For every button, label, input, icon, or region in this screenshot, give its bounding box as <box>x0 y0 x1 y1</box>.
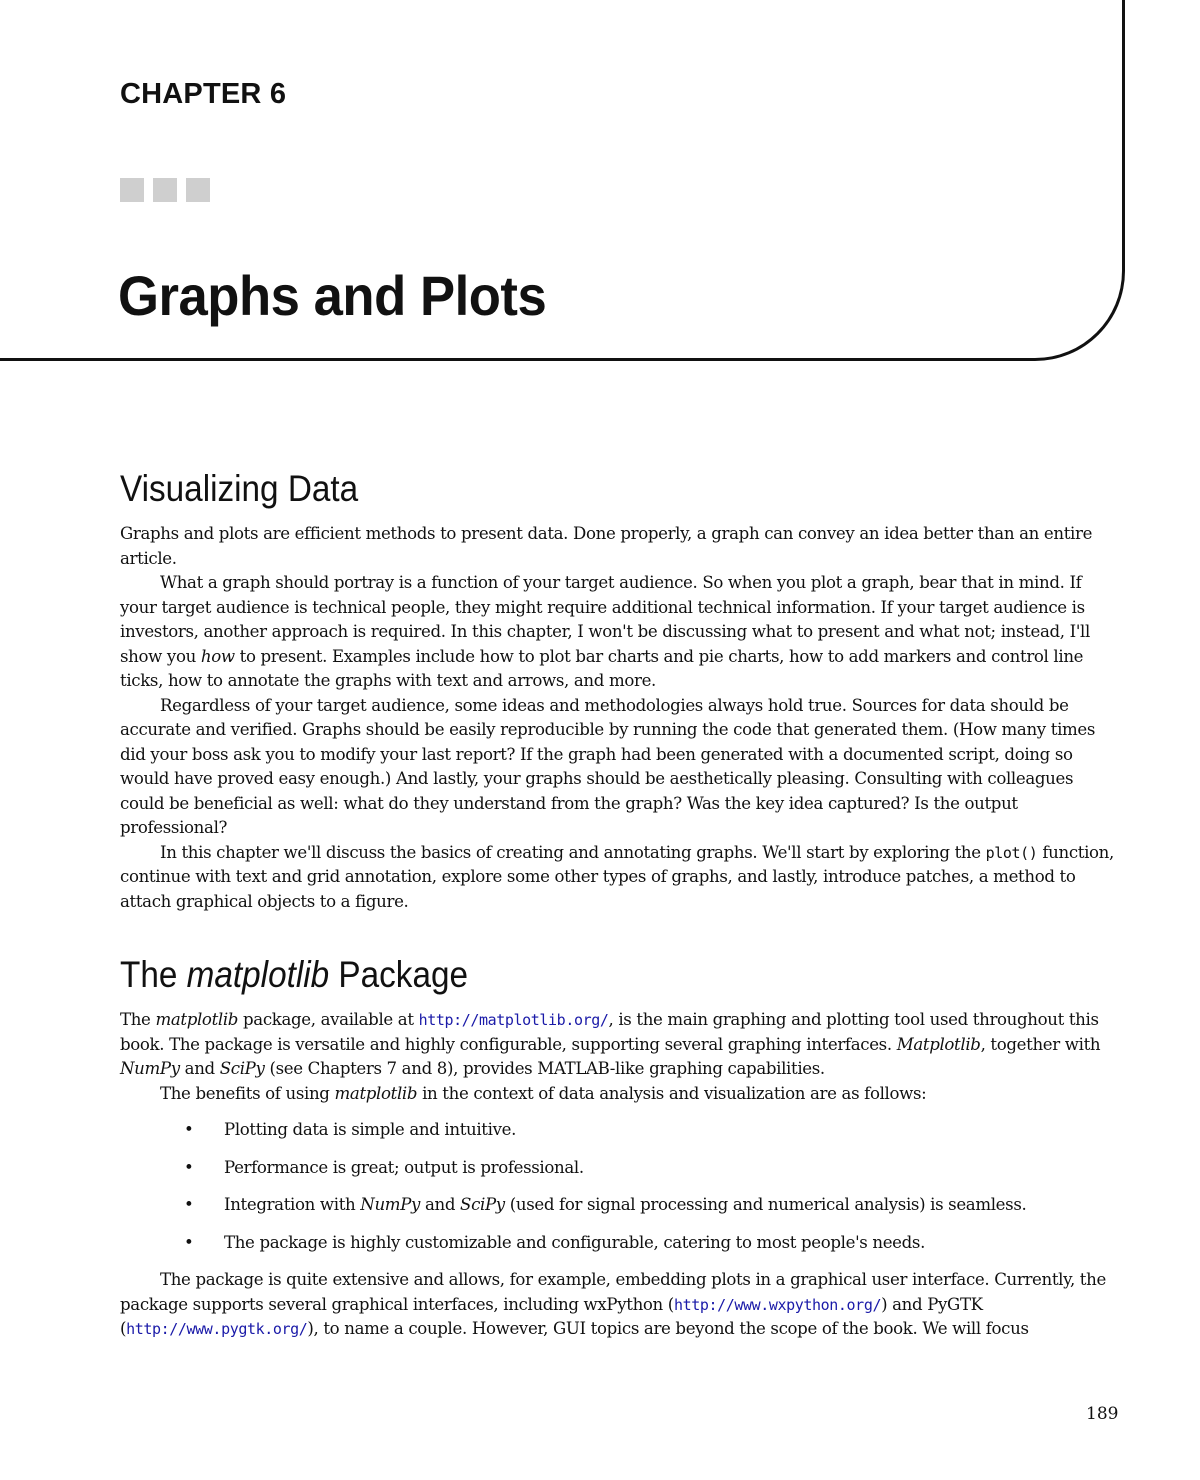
bullet-3-text-a: Integration with <box>224 1195 361 1214</box>
p5-text-e: and <box>179 1059 220 1078</box>
plot-function-code: plot() <box>985 843 1038 862</box>
list-item <box>120 1193 1120 1218</box>
paragraph-2-emphasis: how <box>200 646 235 666</box>
paragraph-4-text-a: In this chapter we'll discuss the basics of creating and annotating graphs. We'll start by exploring the <box>160 842 986 862</box>
paragraph-4-text-b: function, continue with text and grid annotation, explore some other types of graphs, and lastly, introduce patches, a method to attach graphical objects to a figure. <box>120 842 1114 911</box>
chapter-label: CHAPTER 6 <box>120 78 287 110</box>
bullet-4-text: The package is highly customizable and configurable, catering to most people's needs. <box>224 1232 926 1252</box>
p5-text-b: package, available at <box>238 1010 419 1029</box>
bullet-3-text-c: (used for signal processing and numerical analysis) is seamless. <box>504 1195 1027 1214</box>
square-1 <box>120 178 144 202</box>
paragraph-1 <box>120 522 1120 571</box>
bullet-1-text: Plotting data is simple and intuitive. <box>224 1120 516 1139</box>
pygtk-url-link[interactable]: http://www.pygtk.org/ <box>126 1320 308 1338</box>
bullet-icon: • <box>184 1195 194 1214</box>
bullet-icon: • <box>184 1232 194 1252</box>
matplotlib-url-link[interactable]: http://matplotlib.org/ <box>418 1011 609 1029</box>
bullet-icon: • <box>184 1157 194 1177</box>
p5-text-d: , together with <box>980 1034 1101 1054</box>
p6-text-a: The benefits of using <box>160 1083 335 1103</box>
heading-text-a: The <box>120 954 187 995</box>
p6-text-b: in the context of data analysis and visualization are as follows: <box>417 1083 927 1103</box>
p6-em: matplotlib <box>334 1083 418 1103</box>
p7-text-c: ), to name a couple. However, GUI topics are beyond the scope of the book. We will focus <box>307 1319 1029 1338</box>
paragraph-5 <box>120 1008 1120 1082</box>
bullet-3-text-b: and <box>420 1195 461 1214</box>
p7-text-b: ) and PyGTK ( <box>120 1294 983 1338</box>
heading-text-b: Package <box>329 954 469 995</box>
section-heading-matplotlib-package <box>120 954 1020 996</box>
paragraph-3 <box>120 694 1120 841</box>
bullet-3-em-numpy: NumPy <box>360 1195 421 1214</box>
p5-em-numpy: NumPy <box>120 1059 180 1078</box>
p5-text-f: (see Chapters 7 and 8), provides MATLAB-like graphing capabilities. <box>264 1059 825 1078</box>
chapter-title: Graphs and Plots <box>118 264 547 327</box>
paragraph-1-text: Graphs and plots are efficient methods to present data. Done properly, a graph can convey an idea better than an entire article. <box>120 524 1093 568</box>
bullet-2-text: Performance is great; output is professional. <box>224 1157 584 1177</box>
bullet-icon: • <box>184 1120 194 1139</box>
decorative-squares <box>120 178 210 202</box>
page-number: 189 <box>1086 1404 1119 1424</box>
p5-text-c: , is the main graphing and plotting tool used throughout this book. The package is versatile and highly configurable, supporting several graphing interfaces. <box>120 1010 1099 1054</box>
paragraph-2-text-a: What a graph should portray is a function of your target audience. So when you plot a graph, bear that in mind. If your target audience is technical people, they might require additional technical information. If your target audience is investors, another approach is required. In this chapter, I won't be discussing what to present and what not; instead, I'll show you <box>120 573 1090 666</box>
paragraph-2-text-b: to present. Examples include how to plot bar charts and pie charts, how to add markers and control line ticks, how to annotate the graphs with text and arrows, and more. <box>120 646 1084 690</box>
heading-emphasis: matplotlib <box>186 954 330 995</box>
p5-text-a: The <box>120 1010 156 1029</box>
square-3 <box>186 178 210 202</box>
paragraph-4 <box>120 841 1120 915</box>
paragraph-3-text: Regardless of your target audience, some ideas and methodologies always hold true. Sources for data should be accurate and verified. Graphs should be easily reproducible by running the code that generated them. (How many times did your boss ask you to modify your last report? If the graph had been generated with a documented script, doing so would have proved easy enough.) And lastly, your graphs should be aesthetically pleasing. Consulting with colleagues could be beneficial as well: what do they understand from the graph? Was the key idea captured? Is the output professional? <box>120 695 1096 837</box>
list-item <box>120 1231 1120 1256</box>
benefits-list <box>120 1118 1120 1255</box>
square-2 <box>153 178 177 202</box>
p5-em-scipy: SciPy <box>219 1059 265 1078</box>
p5-em-matplotlib: matplotlib <box>155 1010 239 1029</box>
paragraph-7 <box>120 1268 1120 1342</box>
p7-text-a: The package is quite extensive and allows, for example, embedding plots in a graphical user interface. Currently, the package supports several graphical interfaces, including wxPython ( <box>120 1270 1106 1314</box>
bullet-3-em-scipy: SciPy <box>460 1195 505 1214</box>
section-heading-visualizing-data: Visualizing Data <box>120 468 359 509</box>
wxpython-url-link[interactable]: http://www.wxpython.org/ <box>673 1295 882 1314</box>
paragraph-2 <box>120 571 1120 694</box>
list-item <box>120 1156 1120 1181</box>
p5-em-matplotlib-2: Matplotlib <box>896 1034 981 1054</box>
page-content <box>120 468 1120 1342</box>
list-item <box>120 1118 1120 1143</box>
paragraph-6 <box>120 1082 1120 1107</box>
